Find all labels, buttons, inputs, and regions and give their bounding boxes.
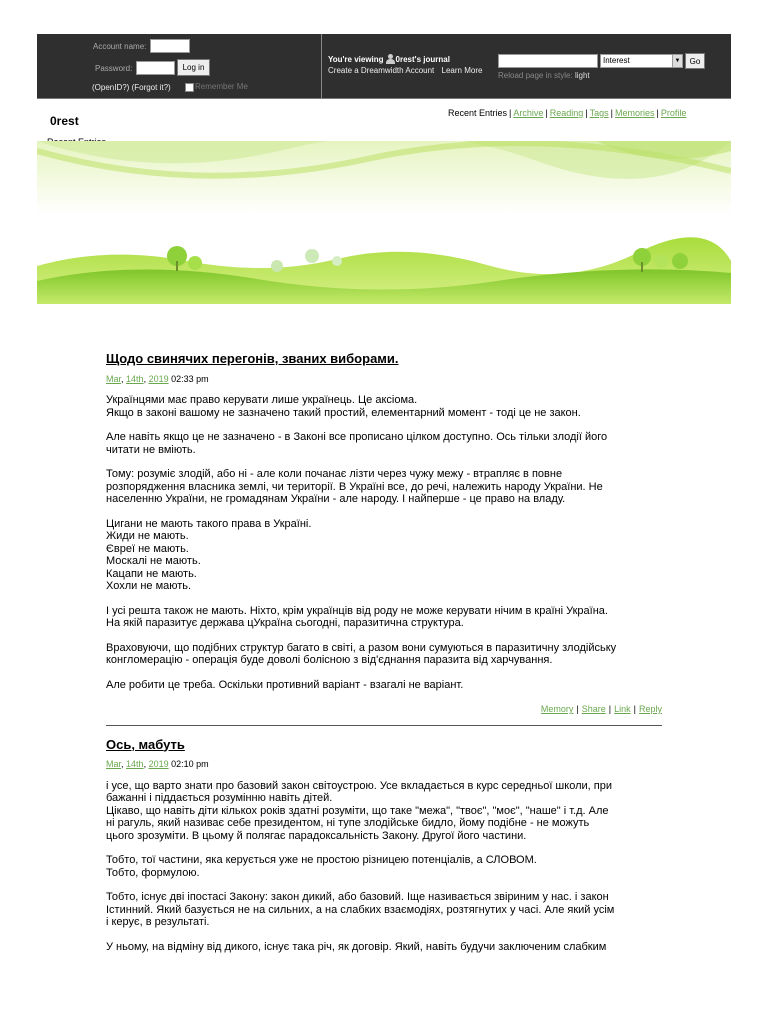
entry-paragraph <box>106 780 662 843</box>
action-separator: | <box>608 704 612 714</box>
entry-text-line: ні рагуль, який називає себе президентом, ні тупе злодійське бидло, йому подібне - не можуть <box>106 817 590 829</box>
entry-text-line: читати не вміють. <box>106 443 196 456</box>
entry-text-line: У ньому, на відміну від дикого, існує така річ, як договір. Який, навіть будучи заключеним слабким <box>106 940 607 953</box>
entry-separator <box>106 725 662 726</box>
password-label: Password: <box>95 64 133 73</box>
entry-paragraph <box>106 605 662 630</box>
openid-forgot-link[interactable]: (OpenID?) (Forgot it?) <box>92 83 171 92</box>
nav-separator: | <box>656 108 659 118</box>
action-separator: | <box>576 704 579 714</box>
chevron-down-icon[interactable]: ▼ <box>672 55 682 67</box>
journal-nav <box>448 108 686 118</box>
date-year-link[interactable]: 2019 <box>148 373 169 384</box>
topbar-divider <box>321 34 322 99</box>
entry-text-line: Тому: розуміє злодій, або ні - але коли почанає лізти через чужу межу - втрапляє в повне <box>106 468 563 480</box>
entry-text-line: Тобто, тої частини, яка керується уже не простою різницею потенціалів, а СЛОВОМ. <box>106 854 537 866</box>
reload-style-light-link[interactable]: light <box>574 71 590 80</box>
entry-title[interactable]: Щодо свинячих перегонів, званих виборами. <box>106 351 399 366</box>
journal-title: 0rest <box>50 114 79 128</box>
entry-paragraph <box>106 854 662 879</box>
action-separator: | <box>633 704 636 714</box>
login-box <box>37 34 321 99</box>
entry-paragraph <box>106 431 662 456</box>
viewing-prefix: You're viewing <box>328 54 384 64</box>
entry-text-line: конгломерацію - операція буде доволі болісною з від'єднання паразита від харчування. <box>106 654 553 666</box>
nav-separator: | <box>610 108 613 118</box>
reload-style-label: Reload page in style: <box>498 71 573 80</box>
learn-more-link[interactable]: Learn More <box>441 66 483 75</box>
entry-text-line: Цікаво, що навіть діти кількох років здатні розуміти, що таке "межа", "твоє", "моє", "наше" і т.д. Але <box>106 804 609 817</box>
entry-text-line: На якій паразитує держава цУкраїна сьогодні, паразитична структура. <box>106 617 464 629</box>
entry-date: Mar, 14th, 2019 02:10 pm <box>106 759 209 769</box>
login-button[interactable]: Log in <box>177 59 210 76</box>
entry-text-line: і керує, в результаті. <box>106 916 210 928</box>
date-month-link[interactable]: Mar <box>106 373 122 384</box>
entry-text-line: і усе, що варто знати про базовий закон світоустрою. Усе вкладається в курс середньої школи, при <box>106 779 612 792</box>
memory-link[interactable]: Memory <box>540 704 574 714</box>
date-day-link[interactable]: 14th <box>126 759 144 769</box>
entry-text-line: Тобто, існує дві іпостасі Закону: закон дикий, або базовий. Іще називається звіриним у нас. і закон <box>106 891 609 903</box>
nav-separator: | <box>545 108 548 118</box>
journal-links <box>328 66 487 75</box>
journal-info <box>328 54 487 75</box>
entry-title[interactable]: Ось, мабуть <box>106 736 185 752</box>
entries-list <box>106 340 662 965</box>
entry-actions <box>106 703 662 716</box>
entry-paragraph <box>106 642 662 667</box>
entry-text-line: Враховуючи, що подібних структур багато в світі, а разом вони сумуються в паразитичну злодійську <box>106 641 617 654</box>
entry-date: Mar, 14th, 2019 02:33 pm <box>106 373 209 384</box>
nav-separator: | <box>585 108 588 118</box>
nav-recent-entries: Recent Entries <box>448 108 508 118</box>
entry-text-line: Але робити це треба. Оскільки противний варіант - взагалі не варіант. <box>106 678 464 691</box>
entry-text-line: бажанні і піддається розумінню навіть дітей. <box>106 792 333 804</box>
entry-text-line: Кацапи не мають. <box>106 567 197 580</box>
entry-text-line: І усі решта також не мають. Ніхто, крім українців від роду не може керувати нічим в країні Україна. <box>106 604 608 617</box>
remember-me-checkbox[interactable] <box>185 83 194 92</box>
entry-text-line: Істинний. Який базується не на сильних, а на слабких взаємодіях, розтягнутих у часі. Але який усім <box>106 903 615 916</box>
entry-time: 02:33 pm <box>171 373 209 384</box>
top-bar <box>37 34 731 99</box>
search-type-select[interactable] <box>600 54 683 68</box>
nav-tags[interactable]: Tags <box>589 108 609 118</box>
entry-paragraph <box>106 941 662 954</box>
link-link[interactable]: Link <box>614 704 631 714</box>
entry-text-line: Але навіть якщо це не зазначено - в Законі все прописано цілком доступно. Ось тільки злодії його <box>106 431 608 443</box>
nav-profile[interactable]: Profile <box>660 108 687 118</box>
entry-paragraph <box>106 394 662 419</box>
entry-text-line: населенню України, не громадянам України - але народу. І найперше - це право на владу. <box>106 493 566 505</box>
date-month-link[interactable]: Mar <box>106 759 122 769</box>
entry-text-line: Українцями має право керувати лише українець. Це аксіома. <box>106 394 418 406</box>
account-name-input[interactable] <box>150 39 190 53</box>
nav-memories[interactable]: Memories <box>614 108 655 118</box>
entry-text-line: розпорядження власника землі, чи території. В Україні все, до речі, належить народу України. Не <box>106 480 603 493</box>
entry-text-line: Євреї не мають. <box>106 542 189 555</box>
entry-text-line: Якщо в законі вашому не зазначено такий простий, елементарний момент - тоді це не закон. <box>106 406 581 419</box>
reply-link[interactable]: Reply <box>638 704 662 714</box>
search-input[interactable] <box>498 54 598 68</box>
date-year-link[interactable]: 2019 <box>148 759 169 769</box>
create-account-link[interactable]: Create a Dreamwidth Account <box>328 66 435 75</box>
search-go-button[interactable]: Go <box>685 53 705 69</box>
nav-separator: | <box>509 108 512 118</box>
nav-archive[interactable]: Archive <box>513 108 544 118</box>
account-name-label: Account name: <box>93 42 147 51</box>
entry-text-line: Хохли не мають. <box>106 580 192 592</box>
entry-body <box>106 780 662 954</box>
search-type-value: Interest <box>603 56 630 65</box>
entry-paragraph <box>106 468 662 506</box>
entry-text-line: цього зрозуміти. В цьому й полягає парадоксальність Закону. Другої його частини. <box>106 829 527 842</box>
entry-text-line: Жиди не мають. <box>106 530 189 542</box>
password-input[interactable] <box>136 61 175 75</box>
journal-name-link[interactable]: 0rest's journal <box>395 54 450 64</box>
entry-paragraph <box>106 891 662 929</box>
entry-paragraph <box>106 518 662 593</box>
nav-reading[interactable]: Reading <box>549 108 584 118</box>
remember-me-label: Remember Me <box>195 82 248 91</box>
entry-paragraph <box>106 679 662 692</box>
entry-body <box>106 394 662 691</box>
entry-text-line: Цигани не мають такого права в Україні. <box>106 517 312 530</box>
date-day-link[interactable]: 14th <box>126 373 144 384</box>
reload-style <box>498 71 590 80</box>
entry-text-line: Москалі не мають. <box>106 555 201 567</box>
entry-text-line: Тобто, формулою. <box>106 866 200 879</box>
header-banner-image <box>37 141 731 304</box>
share-link[interactable]: Share <box>581 704 606 714</box>
viewing-line <box>328 54 487 64</box>
entry-time: 02:10 pm <box>171 759 209 769</box>
user-icon[interactable] <box>386 54 395 64</box>
